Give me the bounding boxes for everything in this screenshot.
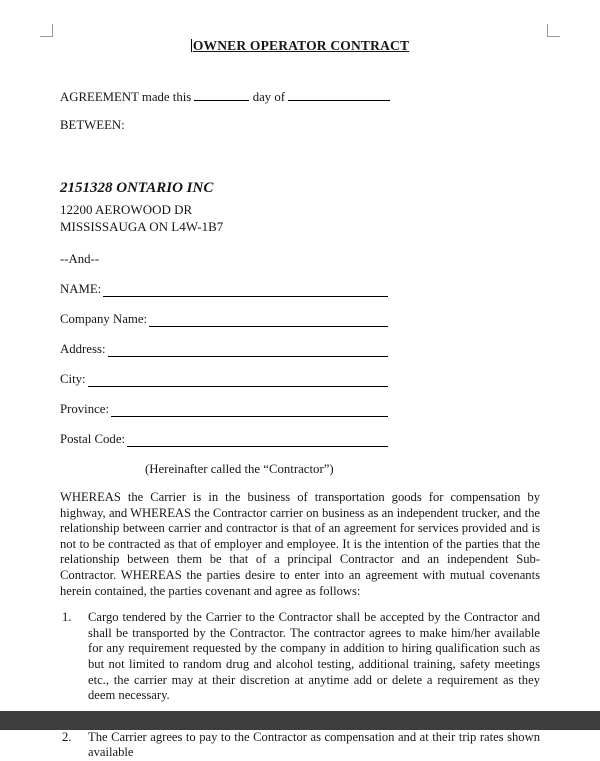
viewport-bottom-edge-bar <box>0 711 600 730</box>
company-name-field-label: Company Name: <box>60 312 148 326</box>
title-row <box>60 38 540 54</box>
name-blank-field[interactable] <box>103 281 388 297</box>
month-blank-field[interactable] <box>288 88 390 101</box>
clause-item-1 <box>60 610 540 704</box>
clause-2-number: 2. <box>62 729 72 744</box>
address-field-label: Address: <box>60 342 106 356</box>
company-name-blank-field[interactable] <box>149 311 388 327</box>
clause-2-text: The Carrier agrees to pay to the Contractor as compensation and at their trip rates shown available <box>88 729 540 760</box>
clause-item-2 <box>60 730 540 761</box>
carrier-city-postal: MISSISSAUGA ON L4W-1B7 <box>60 219 224 234</box>
field-row-company-name <box>60 311 388 327</box>
between-label: BETWEEN: <box>60 118 125 132</box>
margin-corner-mark-top-right <box>547 24 560 37</box>
day-blank-field[interactable] <box>194 88 249 101</box>
whereas-paragraph: WHEREAS the Carrier is in the business of transportation goods for compensation by highway, and WHEREAS the Contractor carrier on business as an independent trucker, and the relationship between carrier and contractor is that of an agreement for services provided and is not to be contracted as that of employer and employee. It is the intention of the parties that the relationship between them be that of a principal Contractor and an independent Sub-Contractor. WHEREAS the parties desire to enter into an agreement with mutual covenants herein contained, the parties covenant and agree as follows: <box>60 490 540 598</box>
city-blank-field[interactable] <box>88 371 388 387</box>
hereinafter-line: (Hereinafter called the “Contractor”) <box>145 462 334 476</box>
carrier-company-name: 2151328 ONTARIO INC <box>60 180 214 196</box>
address-blank-field[interactable] <box>108 341 389 357</box>
city-field-label: City: <box>60 372 86 386</box>
field-row-city <box>60 371 388 387</box>
field-row-name <box>60 281 388 297</box>
agreement-connector-text: day of <box>252 90 286 104</box>
postal-code-field-label: Postal Code: <box>60 432 126 446</box>
postal-code-blank-field[interactable] <box>127 431 388 447</box>
province-field-label: Province: <box>60 402 110 416</box>
province-blank-field[interactable] <box>111 401 388 417</box>
text-cursor <box>191 39 192 52</box>
clause-1-text: Cargo tendered by the Carrier to the Contractor shall be accepted by the Contractor and shall be transported by the Contractor. The contractor agrees to make him/her available for any requirement requested by the company in addition to hiring qualification such as but not limited to random drug and alcohol testing, additional training, safety meetings etc., the carrier may at their discretion at anytime add or delete a requirement as they deem necessary. <box>88 610 540 703</box>
field-row-address <box>60 341 388 357</box>
margin-corner-mark-top-left <box>40 24 53 37</box>
document-title: OWNER OPERATOR CONTRACT <box>192 38 410 53</box>
and-separator: --And-- <box>60 252 100 266</box>
field-row-province <box>60 401 388 417</box>
carrier-street-address: 12200 AEROWOOD DR <box>60 202 193 217</box>
field-row-postal-code <box>60 431 388 447</box>
agreement-date-line <box>60 88 540 105</box>
name-field-label: NAME: <box>60 282 102 296</box>
carrier-address-block <box>60 179 540 235</box>
agreement-prefix-text: AGREEMENT made this <box>60 90 192 104</box>
clause-1-number: 1. <box>62 610 72 625</box>
